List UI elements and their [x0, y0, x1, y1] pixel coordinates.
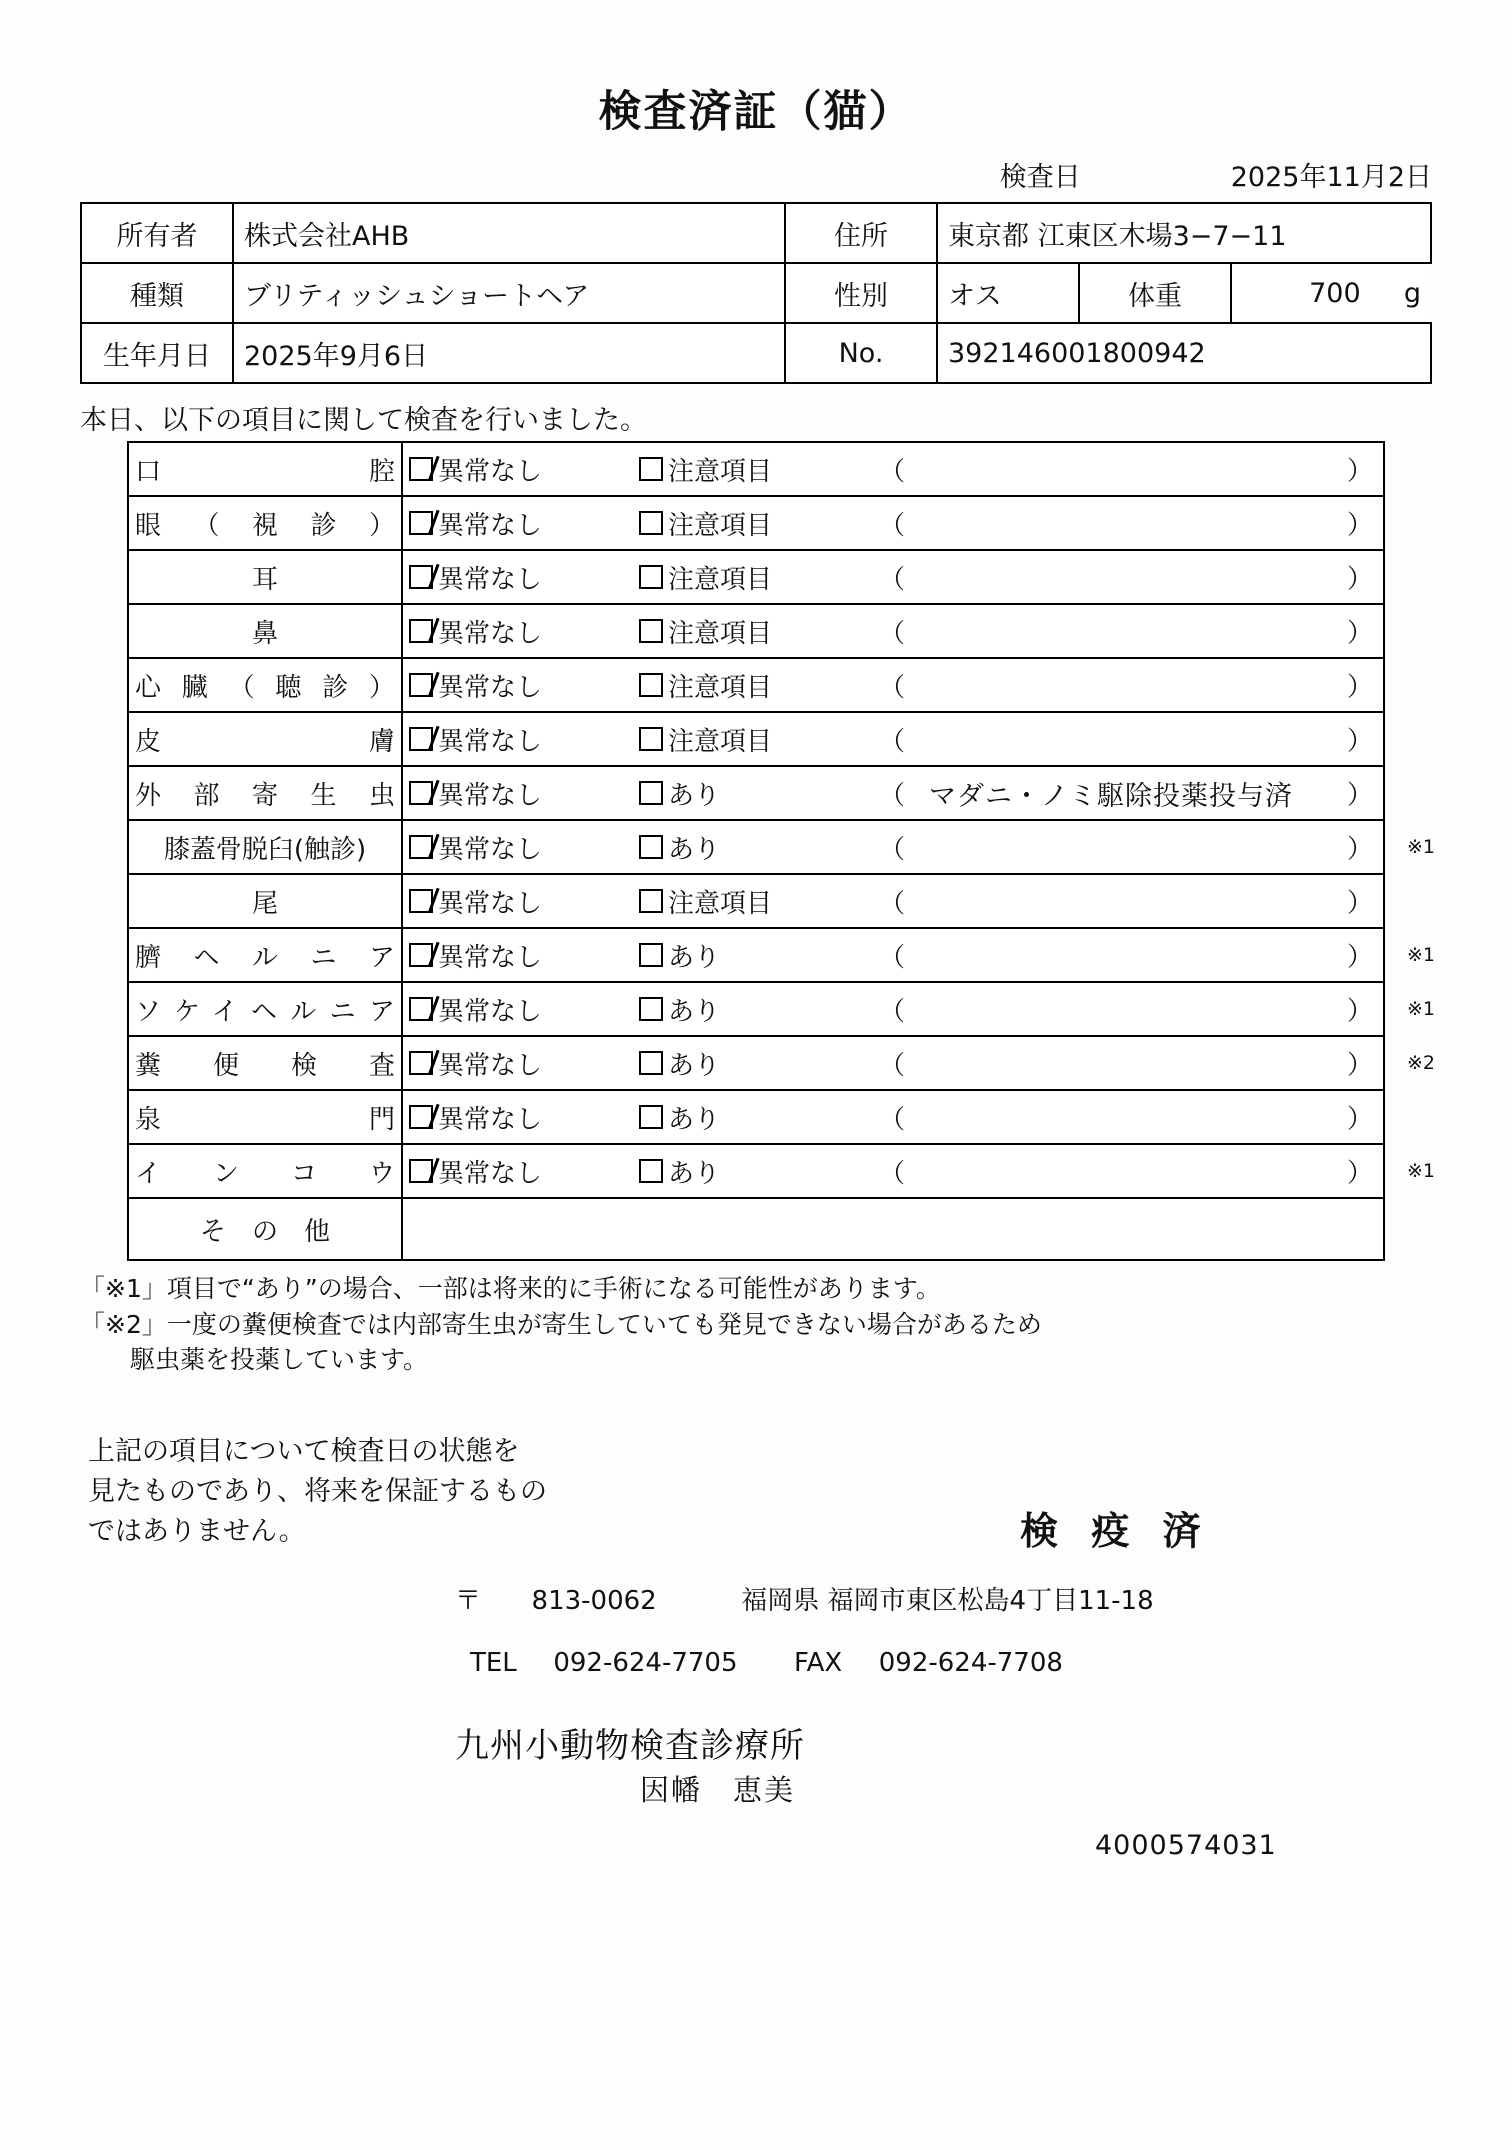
checkbox-option-normal-label: 異常なし [438, 1158, 543, 1189]
exam-date-line [0, 155, 1512, 194]
tel-value: 092-624-7705 [553, 1648, 738, 1678]
checked-checkbox-icon[interactable] [409, 835, 433, 859]
fax-label: FAX [794, 1648, 843, 1678]
checkbox-option-normal[interactable] [409, 667, 639, 704]
checked-checkbox-icon[interactable] [409, 457, 433, 481]
table-row [128, 1090, 1384, 1144]
table-row-birthdate [81, 323, 1431, 383]
checkbox-option-secondary-label: 注意項目 [668, 888, 773, 919]
paren-close: ） [1346, 456, 1373, 487]
checklist-item-options [402, 712, 1384, 766]
other-value [402, 1198, 1384, 1260]
checkbox-option-normal[interactable] [409, 451, 639, 488]
owner-label: 所有者 [81, 203, 233, 263]
breed-value: ブリティッシュショートヘア [233, 263, 785, 323]
checklist-item-label: 心 臓 （ 聴 診 ） [128, 658, 402, 712]
paren-open: （ [879, 996, 906, 1027]
table-row [128, 874, 1384, 928]
checkbox-icon[interactable] [639, 565, 663, 589]
checkbox-option-normal-label: 異常なし [438, 834, 543, 865]
table-row [128, 442, 1384, 496]
checklist-item-label: 尾 [128, 874, 402, 928]
asterisk-marker: ※1 [1406, 944, 1435, 966]
paren-open: （ [879, 726, 906, 757]
checkbox-icon[interactable] [639, 673, 663, 697]
checklist-item-options [402, 1036, 1435, 1090]
document-number: 4000574031 [1095, 1830, 1277, 1861]
checkbox-option-normal-label: 異常なし [438, 996, 543, 1027]
checkbox-option-normal-label: 異常なし [438, 672, 543, 703]
owner-value: 株式会社AHB [233, 203, 785, 263]
disclaimer-text [88, 1432, 547, 1552]
checkbox-option-secondary-label: 注意項目 [668, 672, 773, 703]
table-row [128, 658, 1384, 712]
checked-checkbox-icon[interactable] [409, 673, 433, 697]
no-value: 392146001800942 [937, 323, 1431, 383]
checkbox-option-normal[interactable] [409, 505, 639, 542]
paren-close: ） [1346, 618, 1373, 649]
checked-checkbox-icon[interactable] [409, 889, 433, 913]
weight-value: 700 [1309, 277, 1361, 309]
page-title: 検査済証（猫） [598, 87, 914, 137]
checkbox-option-secondary-label: 注意項目 [668, 456, 773, 487]
checkbox-option-secondary-label: 注意項目 [668, 564, 773, 595]
checkbox-option-normal[interactable] [409, 937, 639, 974]
paren-open: （ [879, 780, 906, 811]
paren-open: （ [879, 1104, 906, 1135]
clinic-postal-code: 813-0062 [531, 1586, 657, 1616]
postal-mark-icon: 〒 [455, 1586, 482, 1616]
checkbox-option-secondary[interactable] [639, 883, 869, 920]
checklist-item-label: 鼻 [128, 604, 402, 658]
footnote-2-line1: 「※2」一度の糞便検査では内部寄生虫が寄生していても発見できない場合があるため [80, 1309, 1042, 1339]
checklist-item-label: ソケイヘルニア [128, 982, 402, 1036]
paren-close: ） [1346, 510, 1373, 541]
checklist-item-options [402, 496, 1384, 550]
checkbox-option-normal-label: 異常なし [438, 1050, 543, 1081]
checklist-item-options [402, 604, 1384, 658]
checked-checkbox-icon[interactable] [409, 1159, 433, 1183]
checklist-item-options [402, 820, 1435, 874]
table-row-other [128, 1198, 1384, 1260]
inspection-checklist-table [127, 441, 1435, 1261]
checkbox-icon[interactable] [639, 889, 663, 913]
table-row-owner [81, 203, 1431, 263]
checkbox-option-secondary[interactable] [639, 559, 869, 596]
checkbox-option-secondary[interactable] [639, 1099, 869, 1136]
table-row [128, 550, 1384, 604]
weight-cell [1231, 264, 1431, 322]
asterisk-marker: ※1 [1406, 998, 1435, 1020]
paren-open: （ [879, 1050, 906, 1081]
birthdate-label: 生年月日 [81, 323, 233, 383]
checklist-item-label: 膝蓋骨脱臼(触診) [128, 820, 402, 874]
paren-close: ） [1346, 1104, 1373, 1135]
checkbox-option-secondary[interactable] [639, 937, 869, 974]
weight-label: 体重 [1079, 264, 1231, 322]
disclaimer-line-3: ではありません。 [88, 1515, 306, 1547]
breed-label: 種類 [81, 263, 233, 323]
paren-open: （ [879, 942, 906, 973]
paren-open: （ [879, 510, 906, 541]
birthdate-value: 2025年9月6日 [233, 323, 785, 383]
checked-checkbox-icon[interactable] [409, 1105, 433, 1129]
checklist-item-options [402, 442, 1384, 496]
veterinarian-name: 因幡 恵美 [640, 1773, 796, 1807]
checklist-item-label: イ ン コ ウ [128, 1144, 402, 1198]
asterisk-marker: ※2 [1406, 1052, 1435, 1074]
paren-close: ） [1346, 564, 1373, 595]
quarantine-stamp: 検 疫 済 [1020, 1509, 1211, 1553]
checkbox-option-secondary[interactable] [639, 829, 869, 866]
asterisk-marker: ※1 [1406, 836, 1435, 858]
table-row [128, 820, 1384, 874]
paren-close: ） [1346, 942, 1373, 973]
checklist-item-label: 外 部 寄 生 虫 [128, 766, 402, 820]
table-row [128, 928, 1384, 982]
checkbox-option-normal-label: 異常なし [438, 618, 543, 649]
checkbox-option-secondary-label: あり [668, 996, 721, 1027]
checked-checkbox-icon[interactable] [409, 619, 433, 643]
checklist-item-label: 泉 門 [128, 1090, 402, 1144]
paren-close: ） [1346, 780, 1373, 811]
paren-open: （ [879, 1158, 906, 1189]
table-row [128, 1144, 1384, 1198]
checkbox-option-normal[interactable] [409, 721, 639, 758]
sex-label: 性別 [785, 263, 937, 323]
paren-close: ） [1346, 672, 1373, 703]
table-row [128, 766, 1384, 820]
checkbox-option-secondary[interactable] [639, 1045, 869, 1082]
checkbox-option-secondary[interactable] [639, 451, 869, 488]
checked-checkbox-icon[interactable] [409, 511, 433, 535]
weight-unit: g [1403, 277, 1421, 309]
checkbox-option-normal[interactable] [409, 613, 639, 650]
checkbox-option-secondary-label: あり [668, 942, 721, 973]
footnotes [80, 1271, 1432, 1378]
checked-checkbox-icon[interactable] [409, 565, 433, 589]
checklist-item-label: 口 腔 [128, 442, 402, 496]
exam-date-value: 2025年11月2日 [1230, 162, 1432, 193]
disclaimer-line-1: 上記の項目について検査日の状態を [88, 1436, 520, 1467]
intro-text: 本日、以下の項目に関して検査を行いました。 [80, 405, 647, 436]
table-row [128, 982, 1384, 1036]
checklist-item-options [402, 982, 1435, 1036]
tel-label: TEL [470, 1648, 517, 1678]
checkbox-option-normal[interactable] [409, 991, 639, 1028]
checklist-item-options [402, 928, 1435, 982]
table-row [128, 712, 1384, 766]
table-row [128, 604, 1384, 658]
paren-close: ） [1346, 834, 1373, 865]
paren-open: （ [879, 888, 906, 919]
paren-close: ） [1346, 888, 1373, 919]
checkbox-option-normal-label: 異常なし [438, 888, 543, 919]
checkbox-icon[interactable] [639, 997, 663, 1021]
checklist-item-options [402, 658, 1384, 712]
table-row [128, 1036, 1384, 1090]
checkbox-option-normal[interactable] [409, 1099, 639, 1136]
checkbox-icon[interactable] [639, 619, 663, 643]
checkbox-option-normal-label: 異常なし [438, 564, 543, 595]
exam-date-label: 検査日 [999, 162, 1081, 193]
checkbox-option-secondary-label: 注意項目 [668, 726, 773, 757]
checkbox-option-normal[interactable] [409, 883, 639, 920]
address-label: 住所 [785, 203, 937, 263]
checkbox-option-normal-label: 異常なし [438, 942, 543, 973]
checkbox-icon[interactable] [639, 511, 663, 535]
checkbox-option-secondary[interactable] [639, 991, 869, 1028]
paren-open: （ [879, 618, 906, 649]
checklist-item-label: 耳 [128, 550, 402, 604]
clinic-name: 九州小動物検査診療所 [455, 1726, 805, 1766]
footnote-1: 「※1」項目で“あり”の場合、一部は将来的に手術になる可能性があります。 [80, 1274, 941, 1303]
checkbox-option-normal-label: 異常なし [438, 456, 543, 487]
paren-close: ） [1346, 1050, 1373, 1081]
checkbox-icon[interactable] [639, 1051, 663, 1075]
checked-checkbox-icon[interactable] [409, 997, 433, 1021]
checkbox-option-secondary[interactable] [639, 775, 869, 812]
checklist-item-label: 皮 膚 [128, 712, 402, 766]
other-label: そ の 他 [128, 1198, 402, 1260]
paren-close: ） [1346, 726, 1373, 757]
checklist-item-options [402, 1144, 1435, 1198]
no-label: No. [785, 323, 937, 383]
checkbox-option-normal[interactable] [409, 1045, 639, 1082]
address-value: 東京都 江東区木場3−7−11 [937, 203, 1431, 263]
checkbox-option-secondary-label: あり [668, 834, 721, 865]
checkbox-option-normal[interactable] [409, 1153, 639, 1190]
checkbox-option-secondary[interactable] [639, 721, 869, 758]
checkbox-option-secondary-label: 注意項目 [668, 618, 773, 649]
checked-checkbox-icon[interactable] [409, 727, 433, 751]
paren-open: （ [879, 834, 906, 865]
owner-info-table [80, 202, 1432, 384]
checklist-item-label: 臍 ヘ ル ニ ア [128, 928, 402, 982]
paren-open: （ [879, 672, 906, 703]
table-row [128, 496, 1384, 550]
checkbox-option-normal[interactable] [409, 559, 639, 596]
checkbox-option-normal-label: 異常なし [438, 510, 543, 541]
checkbox-option-normal[interactable] [409, 829, 639, 866]
clinic-contact [470, 1648, 1063, 1678]
checkbox-icon[interactable] [639, 781, 663, 805]
checked-checkbox-icon[interactable] [409, 1051, 433, 1075]
checkbox-icon[interactable] [639, 457, 663, 481]
checkbox-option-secondary[interactable] [639, 613, 869, 650]
paren-open: （ [879, 564, 906, 595]
checkbox-option-secondary[interactable] [639, 505, 869, 542]
checkbox-option-normal-label: 異常なし [438, 780, 543, 811]
checklist-item-options [402, 550, 1384, 604]
paren-close: ） [1346, 1158, 1373, 1189]
checkbox-option-secondary-label: あり [668, 1158, 721, 1189]
checkbox-option-secondary-label: あり [668, 1104, 721, 1135]
checkbox-option-normal[interactable] [409, 775, 639, 812]
checkbox-icon[interactable] [639, 943, 663, 967]
checklist-item-label: 眼 （ 視 診 ） [128, 496, 402, 550]
checkbox-option-secondary-label: あり [668, 780, 721, 811]
checked-checkbox-icon[interactable] [409, 943, 433, 967]
paren-close: ） [1346, 996, 1373, 1027]
checkbox-option-secondary[interactable] [639, 1153, 869, 1190]
sex-weight-group [937, 263, 1431, 323]
clinic-address [455, 1580, 1154, 1617]
table-row-breed [81, 263, 1431, 323]
checkbox-option-secondary-label: あり [668, 1050, 721, 1081]
clinic-address-text: 福岡県 福岡市東区松島4丁目11-18 [741, 1586, 1154, 1616]
checkbox-option-normal-label: 異常なし [438, 1104, 543, 1135]
checked-checkbox-icon[interactable] [409, 781, 433, 805]
checkbox-icon[interactable] [639, 1105, 663, 1129]
checklist-item-options [402, 766, 1384, 820]
disclaimer-line-2: 見たものであり、将来を保証するもの [88, 1475, 547, 1507]
checklist-item-label: 糞 便 検 査 [128, 1036, 402, 1090]
sex-value: オス [938, 264, 1079, 322]
checklist-item-options [402, 874, 1384, 928]
checkbox-icon[interactable] [639, 727, 663, 751]
checklist-item-options [402, 1090, 1384, 1144]
checkbox-icon[interactable] [639, 835, 663, 859]
checklist-item-note[interactable]: マダニ・ノミ駆除投薬投与済 [929, 780, 1294, 812]
checkbox-option-secondary-label: 注意項目 [668, 510, 773, 541]
asterisk-marker: ※1 [1406, 1160, 1435, 1182]
checkbox-option-normal-label: 異常なし [438, 726, 543, 757]
checkbox-option-secondary[interactable] [639, 667, 869, 704]
checkbox-icon[interactable] [639, 1159, 663, 1183]
footnote-2-line2: 駆虫薬を投薬しています。 [130, 1345, 429, 1374]
paren-open: （ [879, 456, 906, 487]
fax-value: 092-624-7708 [878, 1648, 1063, 1678]
